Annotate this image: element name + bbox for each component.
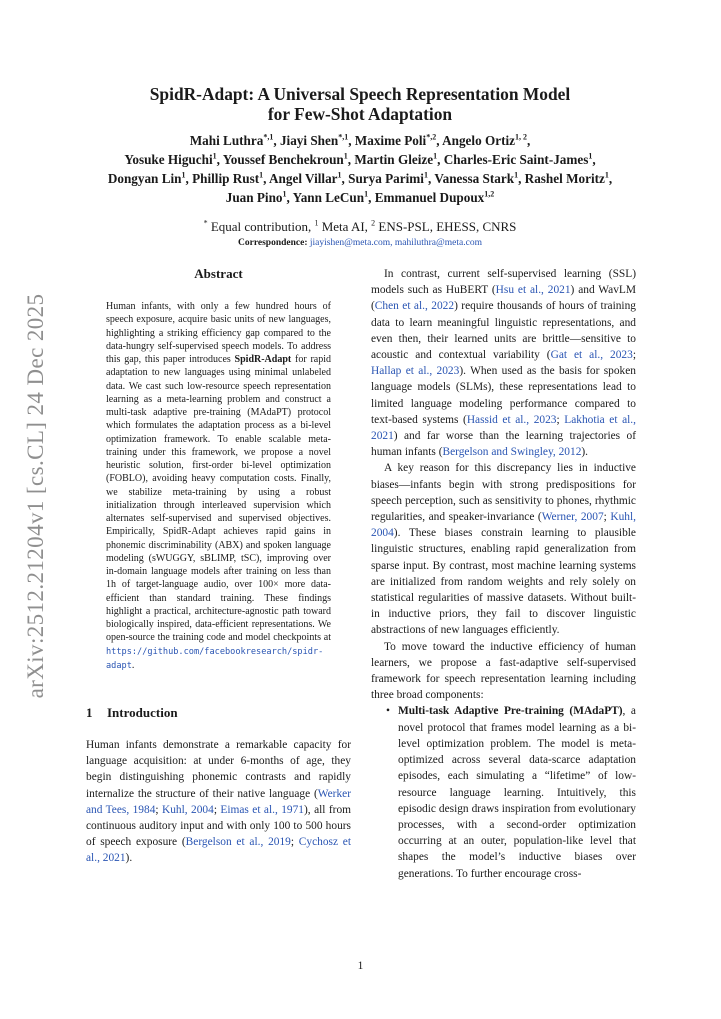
author-name: Juan Pino — [225, 190, 283, 205]
affil-1-mark: 1 — [314, 218, 319, 228]
author-affiliation-mark: 1 — [282, 189, 287, 199]
paper-header — [60, 84, 660, 248]
citation-link[interactable]: Bergelson et al., 2019 — [185, 836, 291, 849]
citation-link[interactable]: Hassid et al., 2023 — [466, 413, 557, 426]
right-column — [371, 266, 636, 882]
author-affiliation-mark: 1 — [181, 170, 186, 180]
paper-title — [60, 84, 660, 124]
author-affiliation-mark: 1 — [337, 170, 342, 180]
author-name: Vanessa Stark — [434, 171, 515, 186]
citation-link[interactable]: Bergelson and Swingley, 2012 — [442, 446, 582, 459]
arxiv-watermark — [16, 293, 56, 699]
affil-ens: ENS-PSL, EHESS, CNRS — [375, 219, 517, 234]
arxiv-identifier: arXiv:2512.21204v1 [cs.CL] 24 Dec 2025 — [23, 293, 48, 699]
author-name: Maxime Poli — [354, 133, 427, 148]
citation-link[interactable]: Eimas et al., 1971 — [220, 803, 305, 816]
bullet-marker: • — [386, 705, 390, 718]
title-line-1: SpidR-Adapt: A Universal Speech Representation Model — [149, 84, 571, 104]
body-paragraph-3: To move toward the inductive efficiency of human learners, we propose a fast-adaptive self-supervised framework for speech representation learning including three broad components: — [371, 640, 636, 702]
author-affiliation-mark: 1 — [604, 170, 609, 180]
bullet-text: , a novel protocol that frames model learning as a bi-level optimization problem. The model is meta-optimized across several data-scarce adaptation episodes, each simulating a “lifetime” of low-resource language learning. Intuitively, this episodic design draws inspiration from evolutionary processes, with a second-order optimization occurring at an outer, population-like level that shapes the model’s inductive biases over generations. To further encourage cross- — [398, 705, 636, 880]
author-name: Angel Villar — [269, 171, 338, 186]
correspondence — [60, 238, 660, 248]
author-name: Yann LeCun — [292, 190, 365, 205]
title-line-2: for Few-Shot Adaptation — [267, 104, 453, 124]
affil-equal: Equal contribution, — [207, 219, 315, 234]
author-affiliation-mark: 1 — [212, 151, 217, 161]
abstract-text: Human infants, with only a few hundred hours of speech exposure, acquire basic units of new languages, highlighting a striking efficiency gap compared to the data-hungry self-supervised speech models. To address this gap, this paper introduces — [106, 301, 331, 365]
citation-link[interactable]: Cychosz et al., 2021 — [86, 836, 352, 865]
abstract-body — [106, 300, 331, 673]
citation-link[interactable]: Hsu et al., 2021 — [495, 284, 571, 297]
citation-link[interactable]: Hallap et al., 2023 — [371, 365, 460, 378]
citation-link[interactable]: Werner, 2007 — [541, 511, 604, 524]
author-affiliation-mark: 1 — [423, 170, 428, 180]
citation-link[interactable]: Lakhotia et al., 2021 — [371, 413, 637, 443]
citation-link[interactable]: Kuhl, 2004 — [161, 803, 214, 816]
author-name: Martin Gleize — [354, 152, 434, 167]
author-name: Dongyan Lin — [107, 171, 182, 186]
author-affiliation-mark: *,1 — [338, 132, 349, 142]
author-affiliation-mark: 1,2 — [484, 189, 495, 199]
affiliations — [60, 219, 660, 235]
affil-star: * — [203, 218, 208, 228]
author-affiliation-mark: 1 — [588, 151, 593, 161]
author-name: Phillip Rust — [192, 171, 260, 186]
bullet-title: Multi-task Adaptive Pre-training (MAdaPT) — [398, 705, 623, 718]
author-affiliation-mark: *,1 — [263, 132, 274, 142]
abstract-end: . — [131, 659, 135, 671]
author-affiliation-mark: *,2 — [426, 132, 437, 142]
author-affiliation-mark: 1 — [364, 189, 369, 199]
intro-paragraph-1: Human infants demonstrate a remarkable capacity for language acquisition: at under 6-months of age, they begin distinguishing phonemic contrasts and rapidly internalize the structure of their native language (Werker and Tees, 1984; Kuhl, 2004; Eimas et al., 1971), all from continuous auditory input and with only 100 to 500 hours of speech exposure (Bergelson et al., 2019; Cychosz et al., 2021). — [86, 739, 352, 865]
author-list: Mahi Luthra$^{*,1}$, Jiayi Shen$^{*,1}$, Maxime Poli$^{*,2}$, Angelo Ortiz$^{1, 2}$, Yosuke Higuchi$^1$, Youssef Benchekroun$^1$, Martin Gleize$^1$, Charles-Eric Saint-James$^1$, Dongyan Lin$^1$, Phillip Rust$^1$, Angel Villar$^1$, Surya Parimi$^1$, Vanessa Stark$^1$, Rashel Moritz$^1$, Juan Pino$^1$, Yann LeCun$^1$, Emmanuel Dupoux$^{1,2}$ — [107, 132, 613, 205]
citation-link[interactable]: Gat et al., 2023 — [550, 349, 633, 362]
author-affiliation-mark: 1 — [343, 151, 348, 161]
author-affiliation-mark: 1 — [259, 170, 264, 180]
citation-link[interactable]: Kuhl, 2004 — [371, 511, 636, 540]
left-column — [86, 266, 351, 867]
author-name: Jiayi Shen — [279, 133, 339, 148]
author-affiliation-mark: 1 — [433, 151, 438, 161]
author-name: Youssef Benchekroun — [222, 152, 344, 167]
correspondence-emails[interactable]: jiayishen@meta.com, mahiluthra@meta.com — [309, 238, 482, 248]
repo-link[interactable]: https://github.com/facebookresearch/spidr-adapt — [106, 646, 324, 671]
body-paragraph-1: In contrast, current self-supervised learning (SSL) models such as HuBERT (Hsu et al., 2021) and WavLM (Chen et al., 2022) require thousands of hours of training data to learn meaningful linguistic representations, and even then, their learned units are brittle—sensitive to acoustic and contextual variability (Gat et al., 2023; Hallap et al., 2023). When used as the basis for spoken language models (SLMs), these representations lead to limited language modeling performance compared to text-based systems (Hassid et al., 2023; Lakhotia et al., 2021) and far worse than the learning trajectories of human infants (Bergelson and Swingley, 2012). — [371, 268, 637, 459]
section-heading-introduction — [86, 705, 351, 721]
abstract-model-name: SpidR-Adapt — [234, 354, 292, 365]
abstract-text-continued: for rapid adaptation to new languages using minimal unlabeled data. We cast such low-resource speech representation learning as a meta-learning problem and construct a multi-task adaptive pre-training (MAdaPT) protocol which formulates the adaptation process as a bi-level optimization framework. To enable scalable meta-training under this framework, we propose a novel heuristic solution, first-order bi-level optimization (FOBLO), avoiding heavy computation costs. Finally, we stabilize meta-training by using a robust initialization through interleaved supervision which alternates self-supervised and supervised objectives. Empirically, SpidR-Adapt achieves rapid gains in phonemic discriminability (ABX) and spoken language modeling (sWUGGY, sBLIMP, tSC), improving over in-domain language models after training on less than 1h of target-language audio, over 100× more data-efficient than standard training. These findings highlight a practical, architecture-agnostic path toward biologically inspired, data-efficient representations. We open-source the training code and model checkpoints at — [106, 354, 331, 644]
affil-meta: Meta AI, — [318, 219, 372, 234]
abstract-heading: Abstract — [194, 266, 243, 281]
author-name: Rashel Moritz — [524, 171, 605, 186]
author-name: Angelo Ortiz — [442, 133, 515, 148]
body-paragraph-2: A key reason for this discrepancy lies in inductive biases—infants begin with strong predispositions for speech perception, such as sensitivity to phones, rhythmic regularities, and speaker-invariance (Werner, 2007; Kuhl, 2004). These biases constrain learning to plausible linguistic structures, enabling rapid generalization from sparse input. By contrast, most machine learning systems are initialized from random weights and rely solely on statistical regularities of massive datasets. Without built-in inductive priors, they fail to discover linguistic abstractions of new languages efficiently. — [371, 462, 636, 637]
author-affiliation-mark: 1, 2 — [514, 132, 527, 142]
page-number: 1 — [357, 960, 364, 972]
bullet-madapt — [371, 703, 636, 881]
section-number: 1 — [86, 705, 93, 720]
author-name: Mahi Luthra — [189, 133, 264, 148]
affil-2-mark: 2 — [371, 218, 376, 228]
citation-link[interactable]: Werker and Tees, 1984 — [86, 787, 351, 816]
correspondence-label: Correspondence: — [238, 238, 308, 248]
author-name: Surya Parimi — [348, 171, 424, 186]
author-name: Emmanuel Dupoux — [374, 190, 485, 205]
citation-link[interactable]: Chen et al., 2022 — [374, 300, 455, 313]
author-name: Charles-Eric Saint-James — [443, 152, 589, 167]
author-affiliation-mark: 1 — [514, 170, 519, 180]
author-name: Yosuke Higuchi — [124, 152, 213, 167]
section-title: Introduction — [107, 705, 178, 720]
